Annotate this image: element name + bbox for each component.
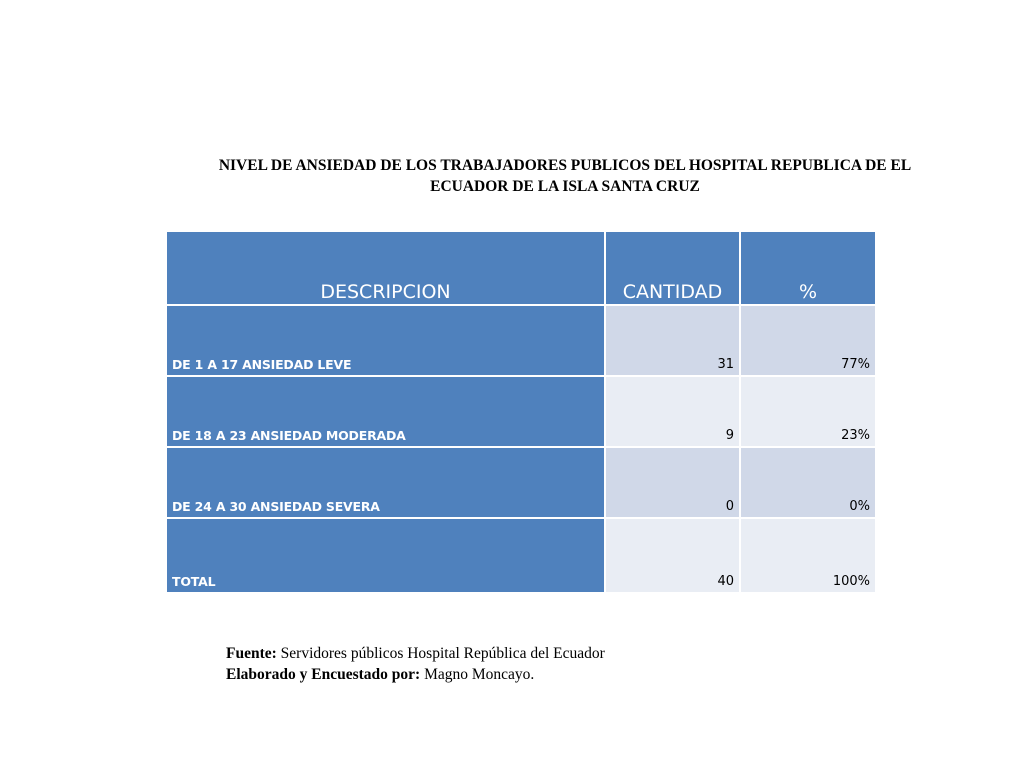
row-description: DE 24 A 30 ANSIEDAD SEVERA (166, 447, 605, 518)
total-label: TOTAL (166, 518, 605, 593)
row-percent: 0% (740, 447, 876, 518)
title-line-2: ECUADOR DE LA ISLA SANTA CRUZ (430, 178, 700, 195)
source-footer (226, 643, 605, 685)
source-label: Fuente: (226, 645, 277, 662)
row-count: 0 (605, 447, 740, 518)
table-row (166, 376, 876, 447)
row-count: 31 (605, 305, 740, 376)
total-count: 40 (605, 518, 740, 593)
source-text: Servidores públicos Hospital República del Ecuador (276, 645, 605, 662)
row-percent: 77% (740, 305, 876, 376)
source-line (226, 643, 605, 664)
table-total-row (166, 518, 876, 593)
total-percent: 100% (740, 518, 876, 593)
anxiety-level-table (165, 230, 877, 594)
row-count: 9 (605, 376, 740, 447)
header-percent: % (740, 231, 876, 305)
row-description: DE 1 A 17 ANSIEDAD LEVE (166, 305, 605, 376)
author-text: Magno Moncayo. (420, 666, 535, 683)
row-percent: 23% (740, 376, 876, 447)
table-body (166, 305, 876, 593)
title-line-1: NIVEL DE ANSIEDAD DE LOS TRABAJADORES PUBLICOS DEL HOSPITAL REPUBLICA DE EL (218, 157, 912, 174)
table-header (166, 231, 876, 305)
header-descripcion: DESCRIPCION (166, 231, 605, 305)
author-line (226, 664, 605, 685)
table-row (166, 447, 876, 518)
author-label: Elaborado y Encuestado por: (226, 666, 421, 683)
document-title (140, 155, 990, 197)
table-header-row (166, 231, 876, 305)
header-cantidad: CANTIDAD (605, 231, 740, 305)
table-row (166, 305, 876, 376)
row-description: DE 18 A 23 ANSIEDAD MODERADA (166, 376, 605, 447)
